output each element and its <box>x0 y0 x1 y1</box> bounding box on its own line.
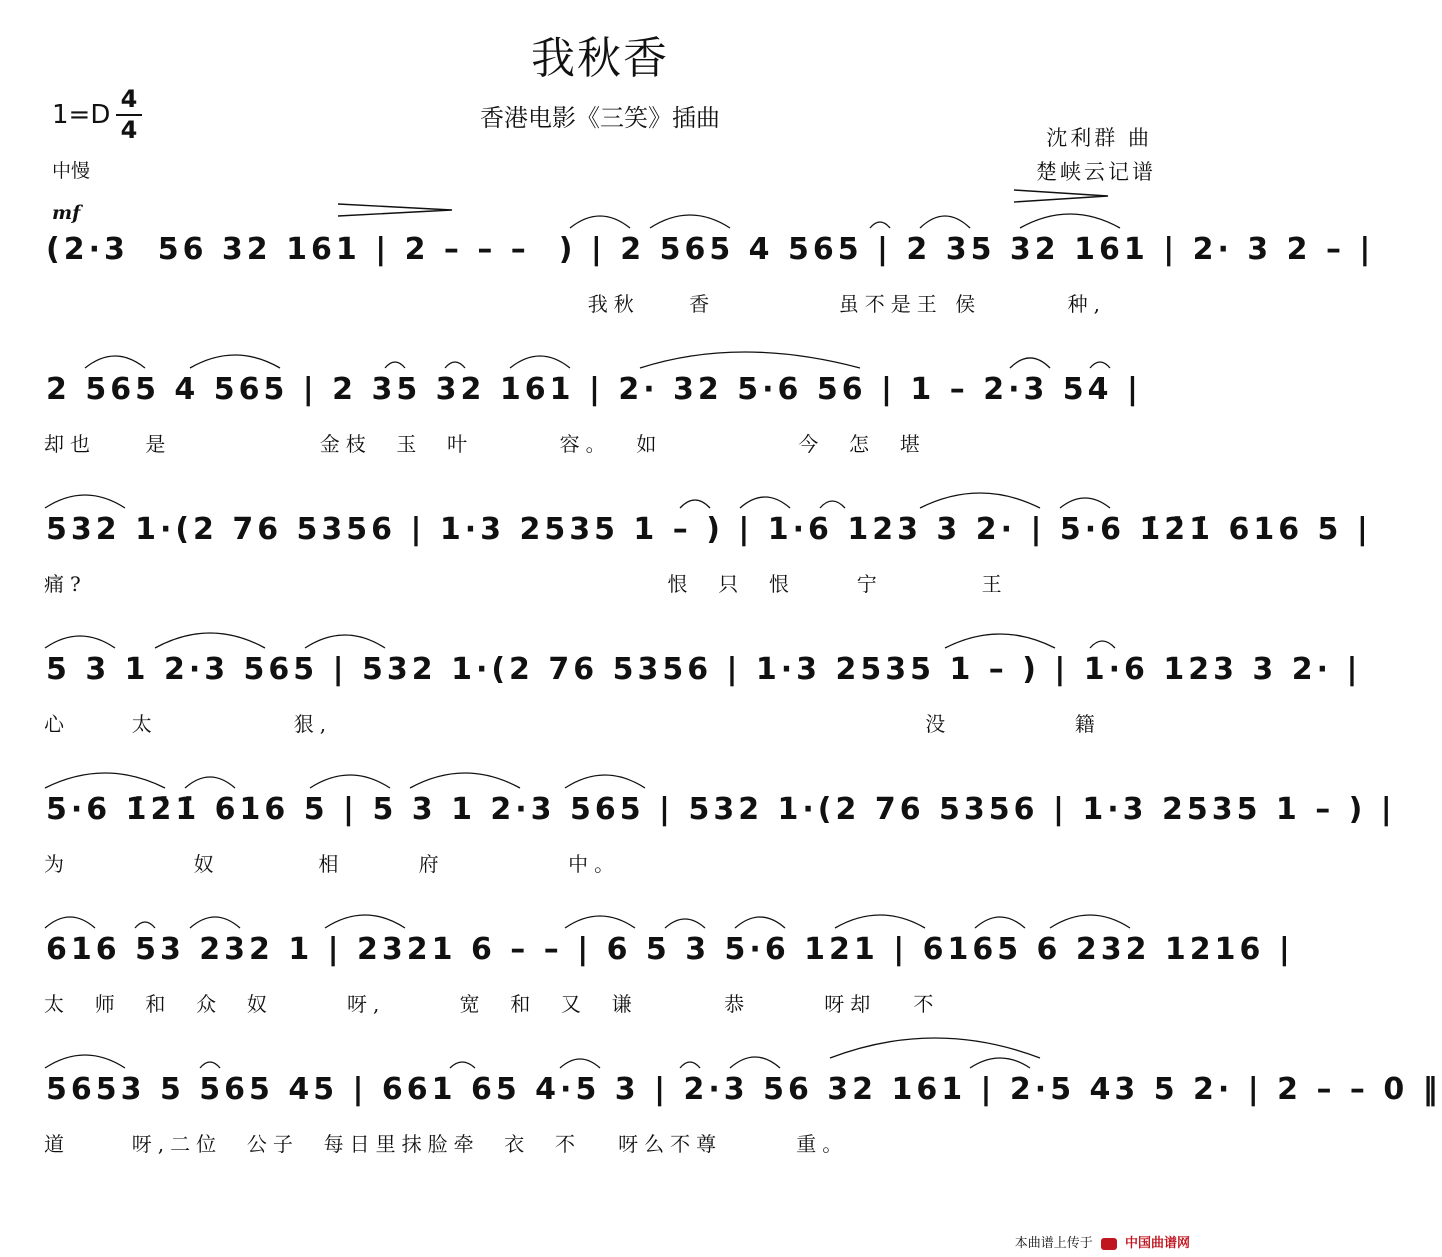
notation-line: 532 1·(2 76 5356 | 1·3 2535 1 – ) | 1·6 123 3 2· | 5·6 1̇2̇1̇ 616 5 | <box>46 512 1372 547</box>
notation-line: 5·6 1̇2̇1̇ 616 5 | 5 3 1 2·3 565 | 532 1·(2 76 5356 | 1·3 2535 1 – ) | <box>46 792 1396 827</box>
notation-line: (2·3 56 32 161 | 2 – – – ) | 2 565 4 565 | 2 35 32 161 | 2· 3 2 – | <box>46 232 1375 267</box>
site-logo-icon <box>1101 1238 1117 1250</box>
transcriber-credit: 楚峡云记谱 <box>1036 160 1156 184</box>
tempo-marking: 中慢 <box>52 160 91 182</box>
site-name-link[interactable]: 中国曲谱网 <box>1124 1236 1190 1251</box>
dynamic-marking: mf <box>52 202 81 224</box>
lyrics-line: 痛? 恨 只 恨 宁 王 <box>44 572 1008 596</box>
composer-credit: 沈利群 曲 <box>1046 126 1152 150</box>
score-system-7 <box>40 1072 1442 1192</box>
score-system-2 <box>40 372 1175 492</box>
lyrics-line: 我秋 香 虽不是王 侯 种, <box>44 292 1106 316</box>
score-system-1 <box>40 232 1375 352</box>
score-system-3 <box>40 512 1372 632</box>
time-signature-top: 4 <box>120 85 138 113</box>
uploaded-label: 本曲谱上传于 <box>1014 1236 1093 1251</box>
notation-line: 616 53 232 1 | 2321 6 – – | 6 5 3 5·6 121 | 6165 6 232 1216 | <box>46 932 1294 967</box>
upload-footer <box>1015 1232 1190 1251</box>
lyrics-line: 心 太 狠, 没 籍 <box>44 712 1101 736</box>
lyrics-line: 却也 是 金枝 玉 叶 容。 如 今 怎 堪 <box>44 432 926 456</box>
lyrics-line: 为 奴 相 府 中。 <box>44 852 621 876</box>
score-system-6 <box>40 932 1294 1052</box>
song-subtitle: 香港电影《三笑》插曲 <box>480 104 720 132</box>
time-signature-bottom: 4 <box>120 116 138 144</box>
time-signature <box>116 86 142 144</box>
lyrics-line: 道 呀,二位 公子 每日里抹脸牵 衣 不 呀么不尊 重。 <box>44 1132 849 1156</box>
notation-line: 2 565 4 565 | 2 35 32 161 | 2· 32 5·6 56 | 1 – 2·3 54 | <box>46 372 1142 407</box>
score-system-4 <box>40 652 1362 772</box>
song-title: 我秋香 <box>531 33 669 84</box>
score-system-5 <box>40 792 1396 912</box>
key-signature: 1=D <box>52 100 111 130</box>
notation-line: 5 3 1 2·3 565 | 532 1·(2 76 5356 | 1·3 2535 1 – ) | 1·6 123 3 2· | <box>46 652 1362 687</box>
notation-line: 5653 5 565 45 | 661 65 4·5 3 | 2·3 56 32 161 | 2·5 43 5 2· | 2 – – 0 ‖ <box>46 1072 1442 1107</box>
lyrics-line: 太 师 和 众 奴 呀, 宽 和 又 谦 恭 呀却 不 <box>44 992 940 1016</box>
